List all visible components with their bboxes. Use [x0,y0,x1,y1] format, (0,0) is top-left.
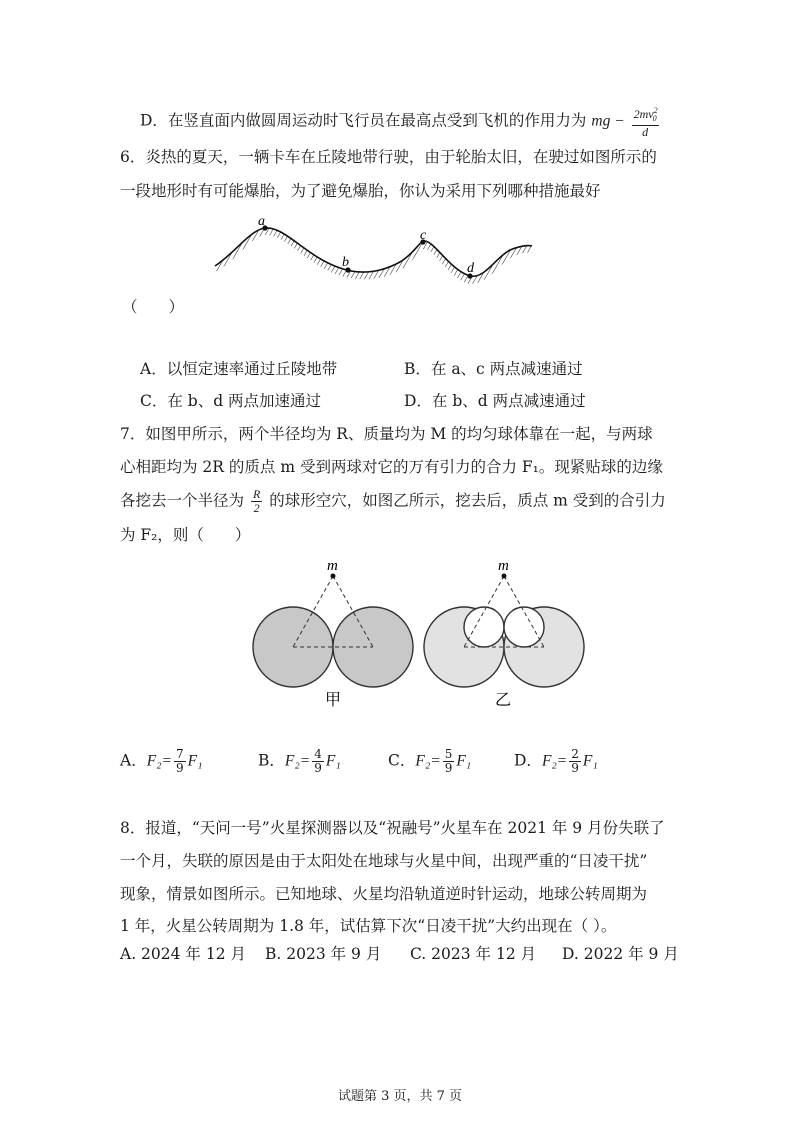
q7-option-a [120,748,203,775]
q5-frac-num: 2mv [633,107,654,121]
q6-option-a: A．以恒定速率通过丘陵地带 [140,360,338,378]
q7-option-b-num: 4 [314,747,322,761]
q7-option-d-lead: D． [514,751,542,770]
q7-option-b-lead: B． [258,751,285,770]
q7-figure-yi [424,560,584,709]
q5-option-d-text: D．在竖直面内做圆周运动时飞行员在最高点受到飞机的作用力为 [140,111,587,130]
q7-radius-frac-num: R [252,487,261,501]
q6-option-d: D．在 b、d 两点减速通过 [404,392,586,410]
q6-stem-line1: 6．炎热的夏天，一辆卡车在丘陵地带行驶，由于轮胎太旧，在驶过如图所示的 [120,148,657,166]
q7-jia-caption: 甲 [325,692,342,709]
q8-stem-line1: 8．报道，“天问一号”火星探测器以及“祝融号”火星车在 2021 年 9 月份失联了 [120,819,665,837]
q7-figure-jia [253,560,413,709]
q8-stem-line3: 现象，情景如图所示。已知地球、火星均沿轨道逆时针运动，地球公转周期为 [120,885,648,903]
q6-option-b: B．在 a、c 两点减速通过 [404,360,583,378]
q7-yi-caption: 乙 [495,692,512,709]
q5-option-d-fraction [632,104,659,139]
q5-frac-sup: 2 [653,106,658,115]
q7-option-d-rhs: F₁ [582,752,598,770]
q6-label-a: a [258,218,265,229]
q7-jia-mass-point [331,574,336,579]
q7-option-c-fraction [443,748,455,775]
q7-option-b-fraction [312,748,324,775]
q7-line3-b: 的球形空穴，如图乙所示，挖去后，质点 m 受到的合引力 [269,491,666,510]
q6-terrain-figure [210,218,540,298]
q6-stem-line2: 一段地形时有可能爆胎，为了避免爆胎，你认为采用下列哪种措施最好 [120,182,601,200]
q5-option-d [140,104,661,139]
q7-option-a-lead: A． [120,751,147,770]
q8-option-a: A. 2024 年 12 月 [120,945,246,963]
q6-label-d: d [467,261,474,276]
q7-option-b-den: 9 [314,761,322,775]
q6-terrain-hatch [215,228,532,284]
q7-yi-mass-point [502,574,507,579]
q8-stem-line4: 1 年，火星公转周期为 1.8 年，试估算下次“日凌干扰”大约出现在（ ）。 [120,917,617,935]
q8-option-c: C. 2023 年 12 月 [410,945,537,963]
q7-option-c-den: 9 [444,761,453,775]
q7-jia-mass-label: m [327,560,338,574]
q5-frac-den: d [642,125,649,140]
q7-yi-cavity-left [464,607,504,647]
q6-option-c: C．在 b、d 两点加速通过 [140,392,322,410]
q7-option-a-fraction [174,748,186,775]
q7-stem-line1: 7．如图甲所示，两个半径均为 R、质量均为 M 的均匀球体靠在一起，与两球 [120,425,653,443]
q7-option-a-lhs: F₂= [146,752,173,770]
q8-option-b: B. 2023 年 9 月 [265,945,382,963]
q7-stem-line3 [120,488,666,515]
q5-option-d-formula-lead: mg − [591,112,625,130]
q7-option-b-rhs: F₁ [325,752,341,770]
q7-option-c-num: 5 [444,747,453,761]
q7-option-d-den: 9 [571,761,579,775]
q7-option-c-rhs: F₁ [456,752,472,770]
q7-spheres-figure [245,560,605,710]
q7-option-c-lead: C． [388,751,416,770]
q7-option-a-den: 9 [176,761,184,775]
q7-stem-line2: 心相距均为 2R 的质点 m 受到两球对它的万有引力的合力 F₁。现紧贴球的边缘 [120,458,663,476]
q6-label-b: b [342,255,349,270]
q6-label-c: c [420,228,427,243]
q7-option-b-lhs: F₂= [284,752,311,770]
q6-answer-paren: （ ） [122,298,185,316]
q7-option-d-num: 2 [571,747,579,761]
q7-option-d [514,748,598,775]
q7-option-d-lhs: F₂= [541,752,568,770]
q7-stem-line4: 为 F₂，则（ ） [120,526,251,544]
q7-line3-a: 各挖去一个半径为 [120,491,245,510]
page-footer: 试题第 3 页，共 7 页 [337,1089,463,1104]
q7-yi-cavity-right [504,607,544,647]
q7-option-a-num: 7 [176,747,184,761]
q7-option-c [388,748,471,775]
q8-option-d: D. 2022 年 9 月 [562,945,679,963]
q7-radius-frac-den: 2 [253,501,260,515]
q7-option-b [258,748,341,775]
q7-option-a-rhs: F₁ [187,752,203,770]
q8-stem-line2: 一个月，失联的原因是由于太阳处在地球与火星中间，出现严重的“日凌干扰” [120,852,648,870]
q7-radius-fraction [251,488,262,515]
q7-option-c-lhs: F₂= [415,752,441,770]
q7-yi-mass-label: m [498,560,509,574]
q5-frac-sub: 0 [652,114,657,124]
q7-option-d-fraction [569,748,581,775]
